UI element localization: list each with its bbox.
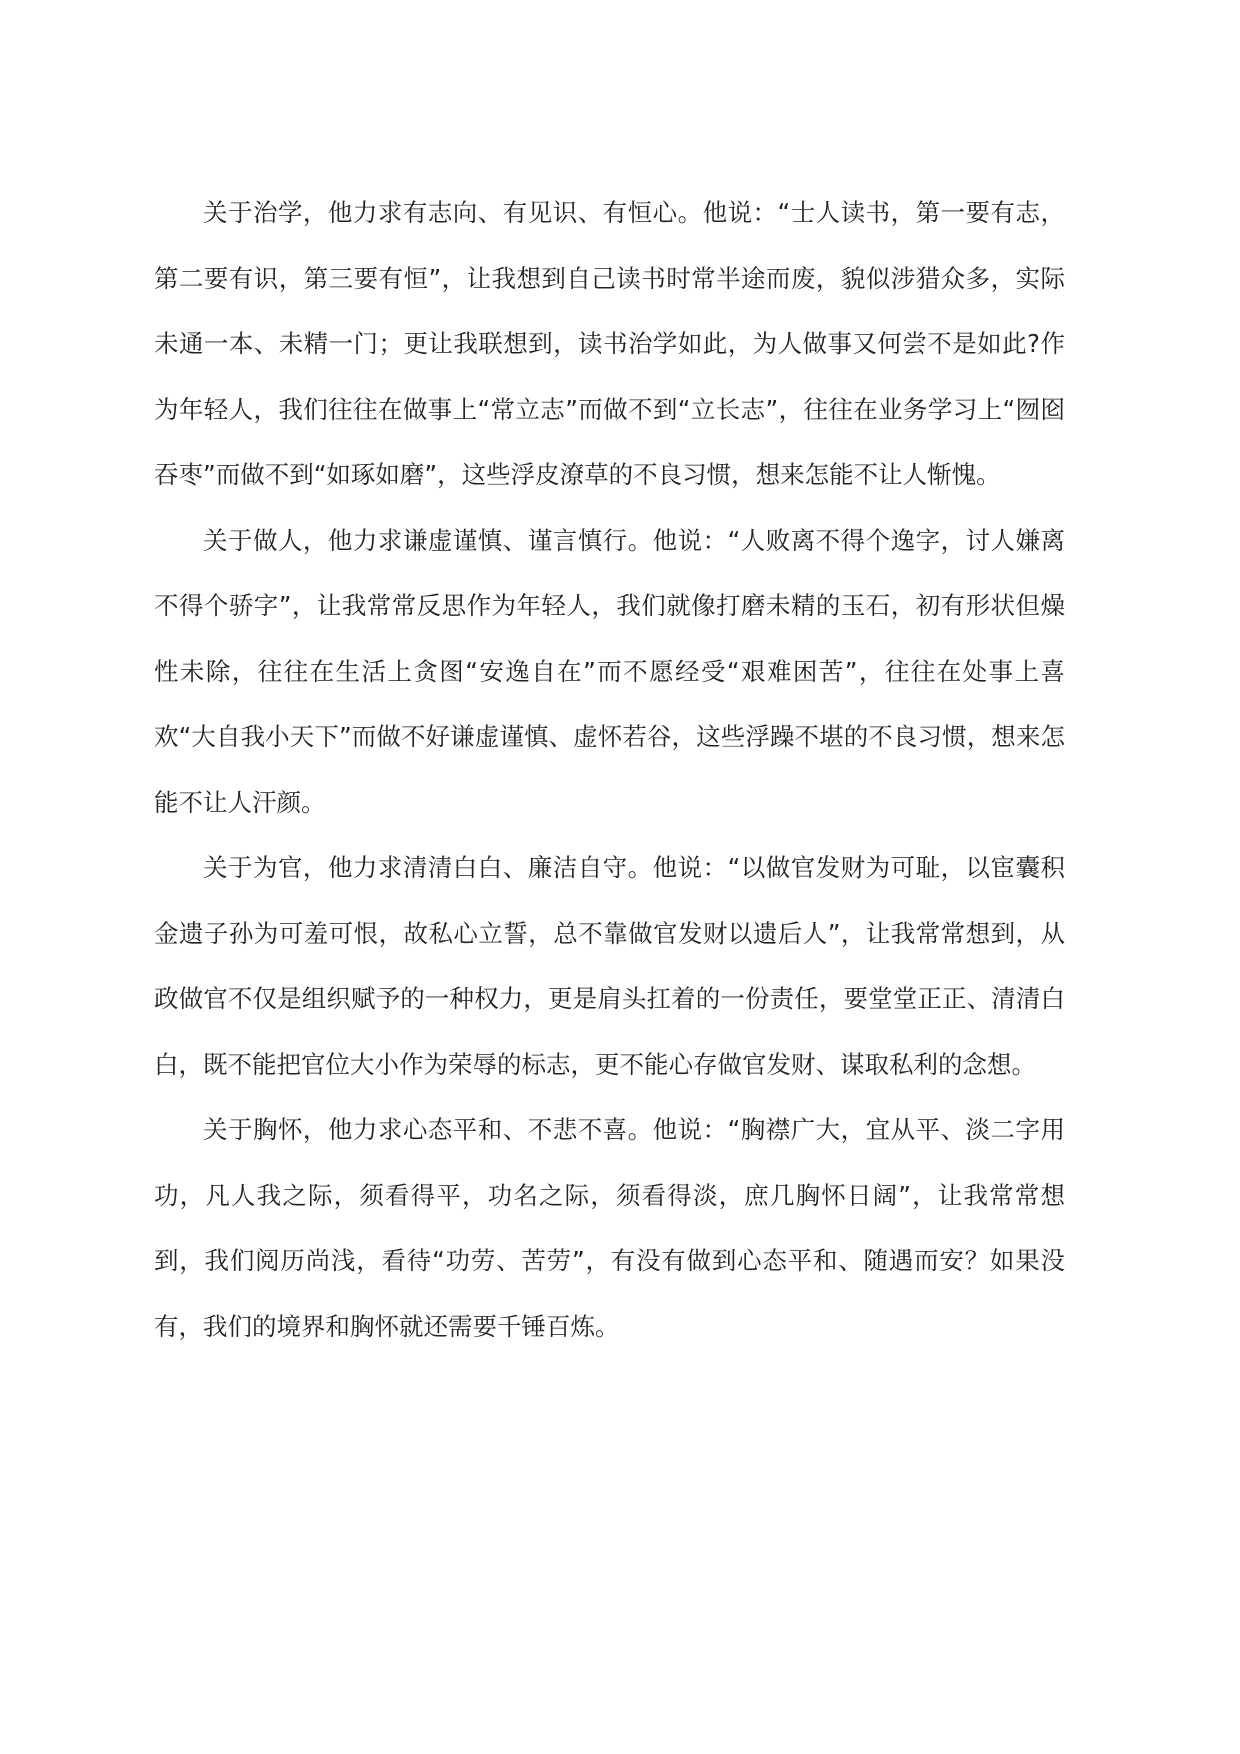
document-body xyxy=(154,180,1065,1359)
paragraph-study: 关于治学，他力求有志向、有见识、有恒心。他说：“士人读书，第一要有志，第二要有识，第三要有恒”，让我想到自己读书时常半途而废，貌似涉猎众多，实际未通一本、未精一门；更让我联想到，读书治学如此，为人做事又何尝不是如此?作为年轻人，我们往往在做事上“常立志”而做不到“立长志”，往往在业务学习上“囫囵吞枣”而做不到“如琢如磨”，这些浮皮潦草的不良习惯，想来怎能不让人惭愧。 xyxy=(154,198,1065,489)
paragraph-office: 关于为官，他力求清清白白、廉洁自守。他说：“以做官发财为可耻，以宦囊积金遗子孙为可羞可恨，故私心立誓，总不靠做官发财以遗后人”，让我常常想到，从政做官不仅是组织赋予的一种权力，更是肩头扛着的一份责任，要堂堂正正、清清白白，既不能把官位大小作为荣辱的标志，更不能心存做官发财、谋取私利的念想。 xyxy=(154,853,1065,1079)
paragraph-conduct: 关于做人，他力求谦虚谨慎、谨言慎行。他说：“人败离不得个逸字，讨人嫌离不得个骄字”，让我常常反思作为年轻人，我们就像打磨未精的玉石，初有形状但燥性未除，往往在生活上贪图“安逸自在”而不愿经受“艰难困苦”，往往在处事上喜欢“大自我小天下”而做不好谦虚谨慎、虚怀若谷，这些浮躁不堪的不良习惯，想来怎能不让人汗颜。 xyxy=(154,525,1065,817)
paragraph-mind: 关于胸怀，他力求心态平和、不悲不喜。他说：“胸襟广大，宜从平、淡二字用功，凡人我之际，须看得平，功名之际，须看得淡，庶几胸怀日阔”，让我常常想到，我们阅历尚浅，看待“功劳、苦劳”，有没有做到心态平和、随遇而安？如果没有，我们的境界和胸怀就还需要千锤百炼。 xyxy=(154,1115,1065,1341)
